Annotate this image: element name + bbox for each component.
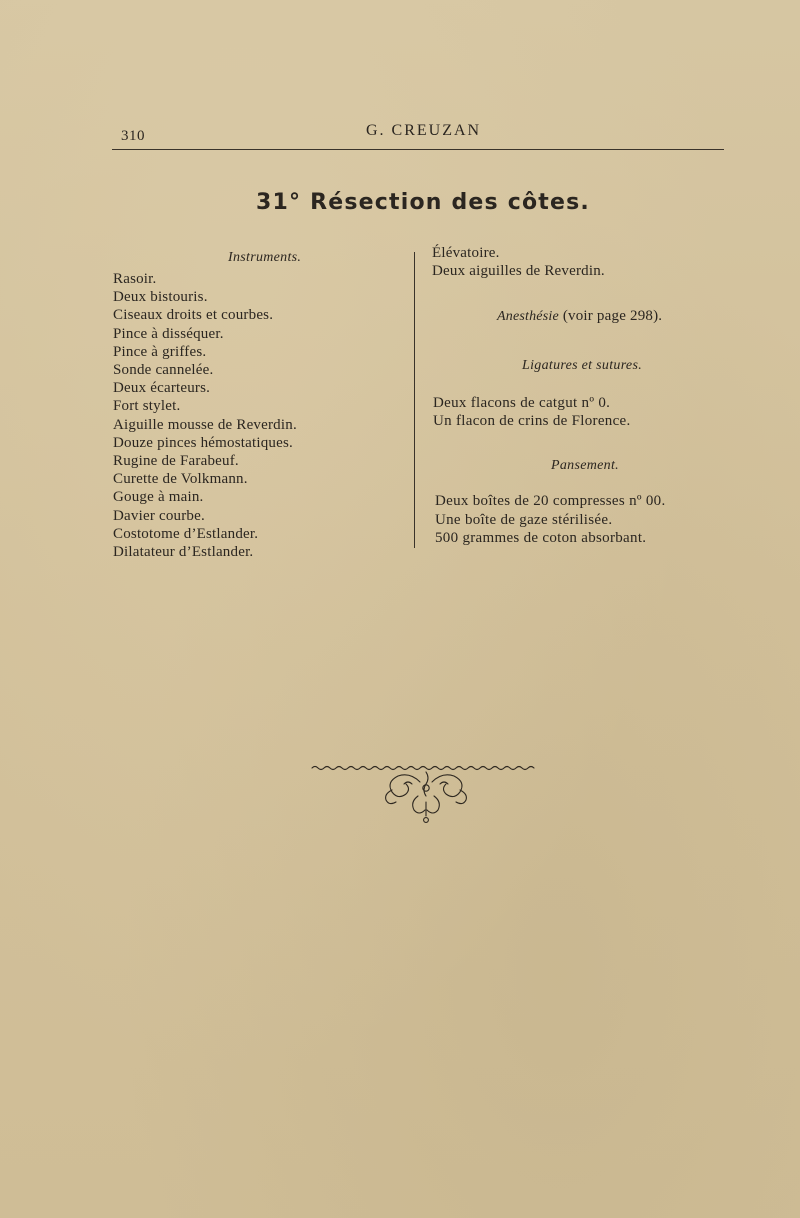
pansement-list	[435, 492, 666, 548]
header-rule	[112, 149, 724, 150]
list-item: Une boîte de gaze stérilisée.	[435, 511, 613, 528]
list-item: Aiguille mousse de Reverdin.	[113, 416, 297, 433]
list-item: Curette de Volkmann.	[113, 471, 248, 488]
running-head-author: G. CREUZAN	[366, 122, 482, 139]
list-item: Deux flacons de catgut nº 0.	[433, 395, 611, 411]
ligatures-list	[433, 394, 631, 430]
list-item: Davier courbe.	[113, 507, 205, 524]
anesthesie-note: (voir page 298).	[558, 308, 663, 324]
instruments-heading: Instruments.	[228, 250, 302, 265]
fleuron-ornament-icon	[308, 754, 548, 828]
section-title: 31° Résection des côtes.	[256, 190, 590, 215]
list-item: Ciseaux droits et courbes.	[113, 307, 274, 324]
instrument-list	[113, 270, 297, 561]
list-item: Rugine de Farabeuf.	[113, 453, 239, 470]
list-item: Deux boîtes de 20 compresses nº 00.	[435, 493, 666, 509]
list-item: Dilatateur d’Estlander.	[113, 544, 254, 561]
list-item: Sonde cannelée.	[113, 362, 214, 379]
list-item: Rasoir.	[113, 271, 157, 287]
list-item: Deux aiguilles de Reverdin.	[432, 263, 605, 279]
list-item: Pince à griffes.	[113, 343, 207, 360]
list-item: Deux écarteurs.	[113, 380, 211, 397]
list-item: 500 grammes de coton absorbant.	[435, 530, 647, 546]
list-item: Pince à disséquer.	[113, 325, 224, 342]
anesthesie-line	[497, 308, 662, 325]
anesthesie-label: Anesthésie	[497, 309, 559, 324]
list-item: Douze pinces hémostatiques.	[113, 434, 293, 451]
page-number: 310	[121, 128, 145, 144]
instrument-list-continued	[432, 244, 605, 280]
column-divider	[414, 252, 415, 548]
list-item: Gouge à main.	[113, 489, 204, 506]
list-item: Deux bistouris.	[113, 289, 208, 306]
list-item: Élévatoire.	[432, 245, 500, 261]
list-item: Un flacon de crins de Florence.	[433, 413, 631, 429]
list-item: Fort stylet.	[113, 398, 181, 415]
ligatures-heading: Ligatures et sutures.	[522, 358, 642, 373]
list-item: Costotome d’Estlander.	[113, 525, 259, 542]
pansement-heading: Pansement.	[551, 458, 619, 473]
